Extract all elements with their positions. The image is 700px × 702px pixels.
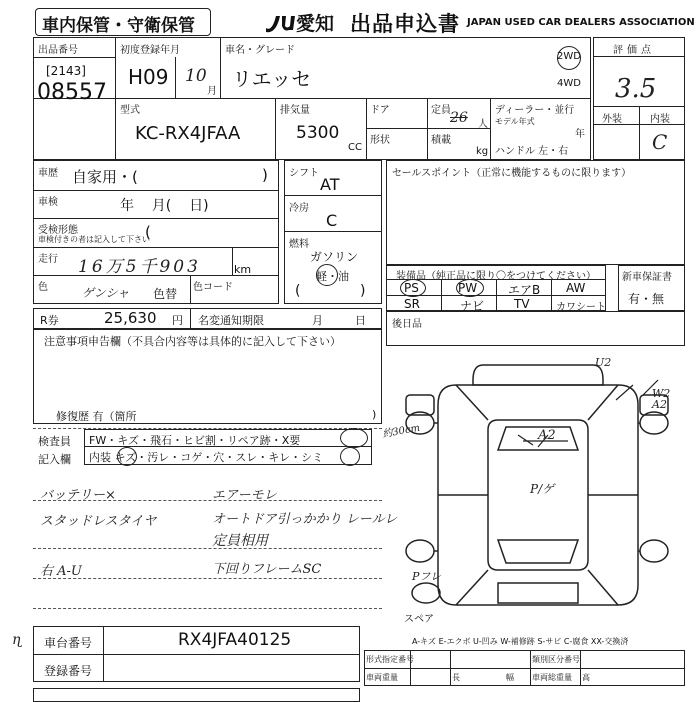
- class-number-label: 類別区分番号: [532, 655, 580, 664]
- rating-label: 評価点: [613, 45, 655, 56]
- interior-mark-circle-1: [117, 447, 137, 466]
- english-title: JAPAN USED CAR DEALERS ASSOCIATION: [467, 17, 695, 28]
- model-year-label: モデル年式: [495, 117, 535, 126]
- first-reg-year: H09: [128, 65, 169, 89]
- equipment-pw: PW: [458, 281, 478, 295]
- equipment-tv: TV: [514, 297, 530, 311]
- form-title: 出品申込書: [350, 12, 460, 36]
- retrofit-box: [386, 311, 685, 346]
- car-name: リエッセ: [232, 67, 312, 91]
- note-30cm: 約30cm: [381, 422, 421, 441]
- history-label: 車歴: [38, 168, 58, 179]
- notes-label: 注意事項申告欄（不具合内容等は具体的に記入して下さい）: [44, 335, 341, 348]
- fuel-paren-close: ): [360, 283, 366, 299]
- wheel-rear-right: [640, 540, 668, 562]
- cooler-value: C: [326, 211, 338, 230]
- repair-history: 修復歴 有（箇所: [56, 410, 137, 423]
- handwritten-right-3: 定員相用: [212, 533, 268, 549]
- diagram-spare: スペア: [404, 614, 434, 625]
- fuel-label: 燃料: [289, 239, 309, 250]
- x-required-circle: [340, 428, 368, 448]
- inspector-row: FW・キズ・飛石・ヒビ割・リペア跡・X要: [89, 434, 301, 447]
- equipment-pw-circle: [456, 279, 484, 297]
- shape-number-label: 形式指定番号: [366, 655, 414, 664]
- damage-legend: A-キズ E-エクボ U-凹み W-補修跡 S-サビ C-腐食 XX-交換済: [412, 637, 629, 646]
- shift-value: AT: [320, 175, 340, 194]
- color-code-label: 色コード: [193, 282, 233, 293]
- tax-notice-month: 月: [312, 314, 323, 327]
- coupon-label: R券: [40, 314, 59, 327]
- mileage-value: 16万5千903: [78, 257, 201, 277]
- inspection-label: 車検: [38, 197, 58, 208]
- total-weight-label: 車両総重量: [532, 673, 572, 682]
- interior-mark-circle-2: [340, 447, 360, 466]
- drive-2wd: 2WD: [557, 51, 581, 62]
- tax-notice-day: 日: [355, 314, 366, 327]
- handwritten-right-1: エアーモレ: [212, 488, 277, 503]
- diagram-mark-front: U2: [595, 356, 612, 369]
- listing-number-label: 出品番号: [38, 45, 78, 56]
- displacement-label: 排気量: [280, 105, 310, 116]
- rating-value: 3.5: [615, 74, 657, 104]
- diagram-mark-roof: A2: [538, 428, 556, 443]
- interior-row: 内装 キズ・汚レ・コゲ・穴・スレ・キレ・シミ: [89, 451, 324, 464]
- color-change-label: 色替: [153, 287, 178, 301]
- inspector-label: 検査員: [38, 435, 71, 448]
- first-reg-label: 初度登録年月: [120, 45, 180, 56]
- exterior-label: 外装: [602, 114, 622, 125]
- weight-label: 車両重量: [366, 673, 398, 682]
- new-warranty-label: 新車保証書: [622, 272, 672, 283]
- equipment-label: 装備品（純正品に限り〇をつけてください）: [396, 271, 596, 282]
- chassis-value: RX4JFA40125: [178, 630, 292, 650]
- diagram-spare-label: Pフレ: [412, 570, 441, 583]
- displacement-unit: CC: [348, 142, 362, 153]
- cooler-label: 冷房: [289, 203, 309, 214]
- mileage-unit: km: [234, 263, 252, 276]
- equipment-leather-seat: カワシート: [556, 302, 606, 313]
- capacity-label: 定員: [431, 105, 451, 116]
- shift-label: シフト: [289, 168, 319, 179]
- bus-windshield: [473, 365, 603, 385]
- color-label: 色: [38, 282, 48, 293]
- handle-label: ハンドル 左・右: [495, 146, 569, 157]
- inspection-value: 年 月( 日): [120, 198, 209, 214]
- door-label: ドア: [370, 105, 390, 116]
- repair-history-close: ): [372, 408, 377, 421]
- capacity-unit: 人: [478, 119, 488, 130]
- coupon-unit: 円: [172, 314, 183, 327]
- spare-tire: [412, 583, 440, 603]
- dealer-label: ディーラー・並行: [495, 105, 575, 116]
- history-value: 自家用・(: [72, 168, 138, 186]
- sales-point-label: セールスポイント（正常に機能するものに限ります）: [392, 168, 632, 179]
- handwritten-right-4: 下回りフレームSC: [212, 562, 322, 577]
- displacement-value: 5300: [296, 123, 340, 143]
- mileage-label: 走行: [38, 254, 58, 265]
- registration-label: 登録番号: [44, 664, 93, 678]
- equipment-airbag: エアB: [508, 283, 541, 297]
- fuel-option-gasoline: ガソリン: [310, 250, 359, 264]
- recycling-sub: 車検付きの者は記入して下さい: [38, 235, 150, 244]
- listing-number: 08557: [37, 80, 107, 105]
- model-label: 型式: [120, 105, 140, 116]
- length-label: 長: [452, 673, 460, 682]
- recycling-label: 受検形態: [38, 225, 78, 236]
- equipment-ps: PS: [404, 281, 419, 295]
- equipment-sr: SR: [404, 297, 420, 311]
- handwritten-left-3: 右 A-U: [40, 564, 82, 579]
- diagram-mark-floor: P/ゲ: [530, 482, 555, 496]
- drive-4wd: 4WD: [557, 78, 581, 89]
- storage-badge: 車内保管・守衛保管: [42, 16, 195, 36]
- bus-rear-window: [498, 540, 578, 563]
- color-value: ゲンシャ: [82, 286, 130, 300]
- fuel-option-diesel: 軽・油: [316, 270, 349, 283]
- listing-number-small: [2143]: [46, 64, 86, 78]
- load-unit: kg: [476, 146, 489, 157]
- chassis-label: 車台番号: [44, 636, 93, 650]
- handwritten-left-2: スタッドレスタイヤ: [40, 514, 157, 529]
- retrofit-label: 後日品: [392, 319, 422, 330]
- tax-notice-label: 名変通知期限: [198, 314, 264, 327]
- first-reg-month-unit: 月: [207, 86, 217, 97]
- new-warranty-value: 有・無: [628, 292, 665, 306]
- shape-label: 形状: [370, 135, 390, 146]
- margin-check-mark: ɳ: [12, 632, 22, 648]
- history-close: ): [262, 166, 268, 184]
- wheel-rear-left: [406, 540, 434, 562]
- interior-grade: C: [652, 130, 668, 154]
- coupon-value: 25,630: [104, 309, 157, 327]
- interior-label: 内装: [650, 114, 670, 125]
- handwritten-left-1: バッテリー×: [40, 488, 116, 503]
- car-name-label: 車名・グレード: [225, 45, 295, 56]
- entry-label: 記入欄: [38, 453, 71, 466]
- equipment-aw: AW: [566, 281, 586, 295]
- width-label: 幅: [506, 673, 514, 682]
- handwritten-right-2: オートドア引っかかり レールレ: [212, 512, 398, 527]
- height-label: 高: [582, 673, 590, 682]
- equipment-navi: ナビ: [460, 299, 485, 313]
- load-label: 積載: [431, 135, 451, 146]
- equipment-ps-circle: [400, 279, 426, 297]
- first-reg-month: 10: [185, 66, 207, 86]
- model-value: KC-RX4JFAA: [135, 123, 241, 144]
- brand-name: 愛知: [296, 13, 335, 35]
- model-year-unit: 年: [575, 129, 585, 140]
- recycling-paren: (: [145, 223, 151, 241]
- capacity-value: 26: [450, 110, 468, 126]
- diagram-mark-right: W2 A2: [652, 387, 671, 411]
- fuel-paren-open: (: [295, 283, 301, 299]
